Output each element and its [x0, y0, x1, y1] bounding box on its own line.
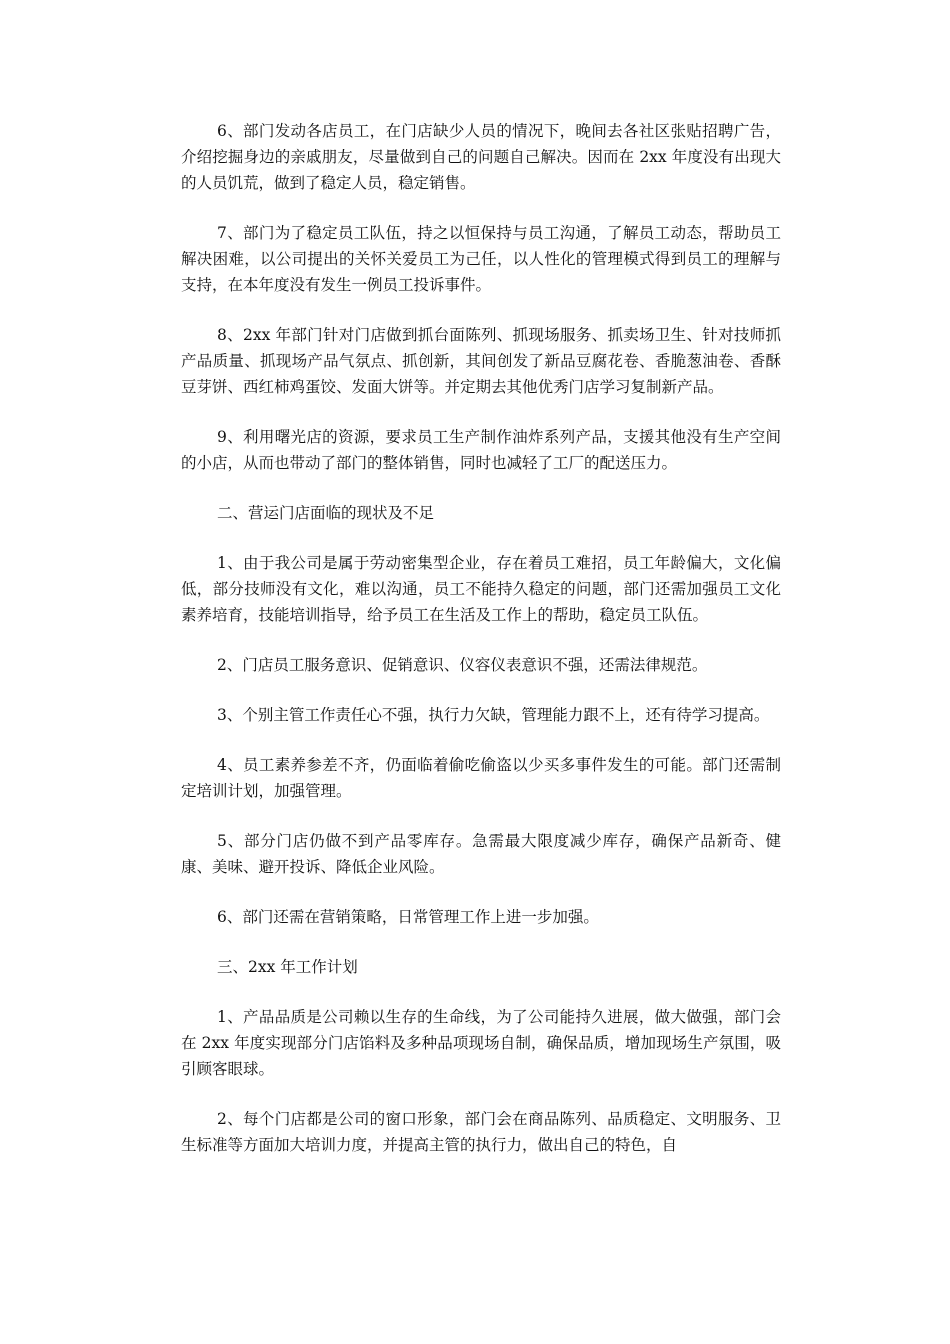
paragraph-store-image: 2、每个门店都是公司的窗口形象，部门会在商品陈列、品质稳定、文明服务、卫生标准等方面加大培训力度，并提高主管的执行力，做出自己的特色，自 [181, 1110, 781, 1154]
paragraph-product-quality: 1、产品品质是公司赖以生存的生命线，为了公司能持久进展，做大做强，部门会在 2xx 年度实现部分门店馅料及多种品项现场自制，确保品质，增加现场生产氛围，吸引顾客眼球。 [181, 1008, 781, 1078]
document-body [181, 118, 781, 1182]
paragraph-shuguang-store: 9、利用曙光店的资源，要求员工生产制作油炸系列产品，支援其他没有生产空间的小店，从而也带动了部门的整体销售，同时也减轻了工厂的配送压力。 [181, 428, 781, 472]
paragraph-supervisor-responsibility: 3、个别主管工作责任心不强，执行力欠缺，管理能力跟不上，还有待学习提高。 [217, 706, 770, 724]
paragraph-inventory: 5、部分门店仍做不到产品零库存。急需最大限度减少库存，确保产品新奇、健康、美味、避开投诉、降低企业风险。 [181, 832, 781, 876]
paragraph-staff-stability: 7、部门为了稳定员工队伍，持之以恒保持与员工沟通，了解员工动态，帮助员工解决困难，以公司提出的关怀关爱员工为己任，以人性化的管理模式得到员工的理解与支持，在本年度没有发生一例员工投诉事件。 [181, 224, 781, 294]
paragraph-service-awareness: 2、门店员工服务意识、促销意识、仪容仪表意识不强，还需法律规范。 [217, 656, 708, 674]
section-heading-shortcomings: 二、营运门店面临的现状及不足 [217, 504, 435, 522]
paragraph-staff-quality: 4、员工素养参差不齐，仍面临着偷吃偷盗以少买多事件发生的可能。部门还需制定培训计划，加强管理。 [181, 756, 781, 800]
paragraph-staff-recruitment: 6、部门发动各店员工，在门店缺少人员的情况下，晚间去各社区张贴招聘广告，介绍挖掘身边的亲戚朋友，尽量做到自己的问题自己解决。因而在 2xx 年度没有出现大的人员饥荒，做到了稳定人员，稳定销售。 [181, 122, 781, 192]
paragraph-store-management: 8、2xx 年部门针对门店做到抓台面陈列、抓现场服务、抓卖场卫生、针对技师抓产品质量、抓现场产品气氛点、抓创新，其间创发了新品豆腐花卷、香脆葱油卷、香酥豆芽饼、西红柿鸡蛋饺、发面大饼等。并定期去其他优秀门店学习复制新产品。 [181, 326, 781, 396]
paragraph-marketing: 6、部门还需在营销策略，日常管理工作上进一步加强。 [217, 908, 599, 926]
paragraph-labor-issues: 1、由于我公司是属于劳动密集型企业，存在着员工难招，员工年龄偏大，文化偏低，部分技师没有文化，难以沟通，员工不能持久稳定的问题，部门还需加强员工文化素养培育，技能培训指导，给予员工在生活及工作上的帮助，稳定员工队伍。 [181, 554, 781, 624]
section-heading-work-plan: 三、2xx 年工作计划 [217, 958, 358, 976]
